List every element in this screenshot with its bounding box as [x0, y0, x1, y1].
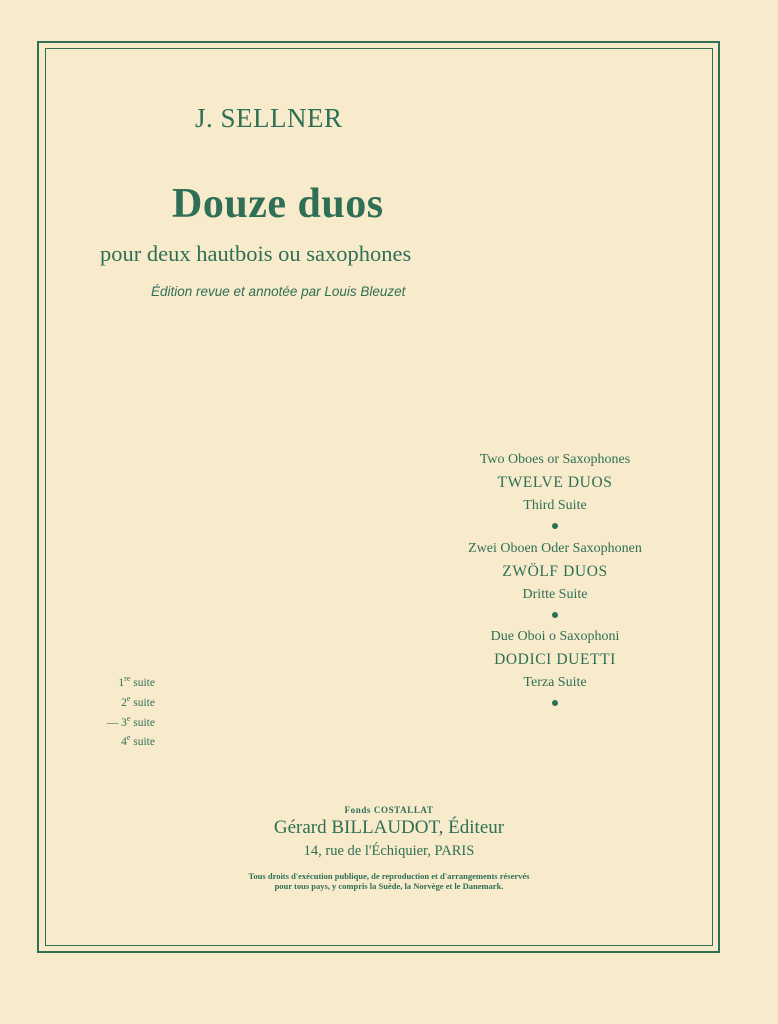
translation-german [420, 541, 690, 618]
suite-item-current: — 3e suite [106, 713, 155, 729]
translation-title: TWELVE DUOS [497, 474, 613, 491]
page-title: Douze duos [172, 181, 384, 227]
translation-suite: Dritte Suite [522, 587, 588, 602]
suite-item: 1re suite [118, 674, 155, 689]
translation-title: DODICI DUETTI [494, 651, 616, 668]
translation-instrument: Due Oboi o Saxophoni [490, 629, 620, 644]
translation-italian [420, 629, 690, 706]
composer-name: J. SELLNER [195, 103, 343, 133]
translation-suite: Terza Suite [523, 675, 587, 690]
translation-instrument: Two Oboes or Saxophones [479, 452, 631, 467]
translation-title: ZWÖLF DUOS [502, 563, 608, 580]
suite-list [91, 671, 155, 750]
subtitle: pour deux hautbois ou saxophones [100, 241, 412, 266]
bullet-dot [552, 612, 558, 618]
publisher-name: Gérard BILLAUDOT, Éditeur [273, 817, 505, 838]
translation-instrument: Zwei Oboen Oder Saxophonen [468, 541, 642, 556]
edition-note: Édition revue et annotée par Louis Bleuzet [151, 284, 406, 299]
fonds-line: Fonds COSTALLAT [344, 805, 434, 815]
bullet-dot [552, 700, 558, 706]
bullet-dot [552, 523, 558, 529]
rights-line: pour tous pays, y compris la Suède, la Norvège et le Danemark. [274, 881, 504, 891]
suite-item: 4e suite [121, 733, 155, 749]
translation-suite: Third Suite [523, 498, 587, 513]
publisher-address: 14, rue de l'Échiquier, PARIS [303, 843, 475, 859]
rights-notice [0, 871, 778, 891]
rights-line: Tous droits d'exécution publique, de reproduction et d'arrangements réservés [248, 871, 530, 881]
suite-item: 2e suite [121, 693, 155, 709]
translation-english [420, 452, 690, 529]
